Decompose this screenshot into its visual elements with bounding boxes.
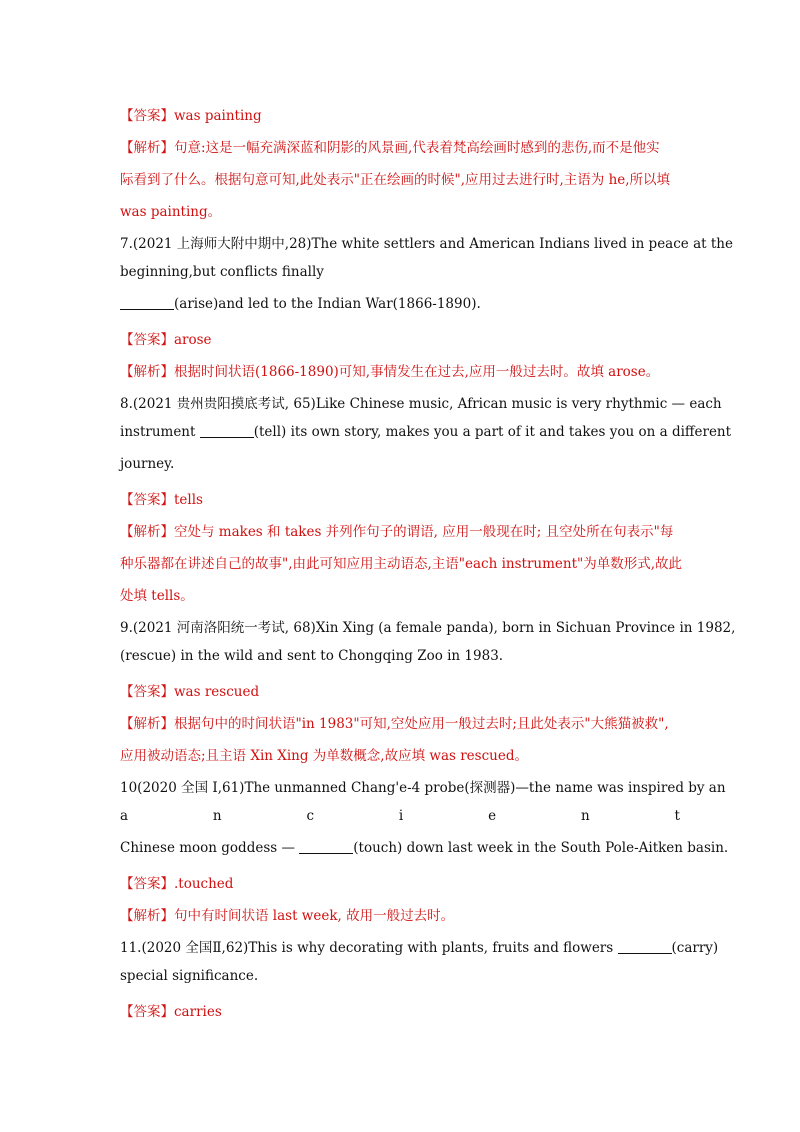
analysis-text: 句中有时间状语 last week, 故用一般过去时。	[174, 908, 455, 924]
q10-stem-line2-spread	[120, 808, 680, 824]
q10-answer	[120, 872, 233, 892]
q7-stem-line3	[120, 296, 481, 312]
answer-label: 【答案】	[120, 492, 174, 508]
q8-analysis-line1	[120, 520, 673, 540]
q11-answer	[120, 1000, 222, 1020]
q8-answer	[120, 488, 203, 508]
answer-blank[interactable]	[299, 841, 353, 854]
q7-stem-line1: 7.(2021 上海师大附中期中,28)The white settlers and American Indians lived in peace at the	[120, 236, 733, 252]
stem-text: (arise)and led to the Indian War(1866-1890).	[174, 296, 481, 312]
spread-letter: i	[398, 808, 404, 824]
analysis-text: 根据句中的时间状语"in 1983"可知,空处应用一般过去时;且此处表示"大熊猫被救",	[174, 716, 669, 732]
stem-text: (tell) its own story, makes you a part of it and takes you on a different	[253, 424, 732, 440]
q10-analysis	[120, 904, 454, 924]
spread-letter: t	[674, 808, 680, 824]
spread-letter: n	[580, 808, 590, 824]
answer-blank[interactable]	[618, 941, 672, 954]
q8-stem-line3: journey.	[120, 456, 175, 472]
analysis-label: 【解析】	[120, 908, 174, 924]
answer-blank[interactable]	[120, 297, 174, 310]
stem-text: 11.(2020 全国Ⅱ,62)This is why decorating with plants, fruits and flowers	[120, 940, 614, 956]
answer-label: 【答案】	[120, 108, 174, 124]
q8-analysis-line3: 处填 tells。	[120, 588, 194, 604]
q11-stem-line2: special significance.	[120, 968, 259, 984]
answer-label: 【答案】	[120, 332, 174, 348]
q11-stem-line1	[120, 936, 718, 956]
q8-stem-line2	[120, 424, 731, 440]
q9-analysis-line1	[120, 712, 669, 732]
answer-label: 【答案】	[120, 684, 174, 700]
q9-analysis-line2: 应用被动语态;且主语 Xin Xing 为单数概念,故应填 was rescued。	[120, 748, 528, 764]
stem-text: instrument	[120, 424, 196, 440]
q10-stem-line1: 10(2020 全国 I,61)The unmanned Chang'e-4 probe(探测器)—the name was inspired by an	[120, 780, 726, 796]
q9-stem-line2: (rescue) in the wild and sent to Chongqing Zoo in 1983.	[120, 648, 504, 664]
spread-letter: a	[120, 808, 129, 824]
answer-text: was rescued	[174, 684, 260, 700]
q6-analysis-line1	[120, 136, 680, 156]
answer-text: .touched	[174, 876, 234, 892]
answer-text: was painting	[174, 108, 262, 124]
q7-stem-line2: beginning,but conflicts finally	[120, 264, 324, 280]
q6-analysis-line3: was painting。	[120, 204, 222, 220]
q9-answer	[120, 680, 259, 700]
answer-text: tells	[174, 492, 203, 508]
analysis-text: 句意:这是一幅充满深蓝和阴影的风景画,代表着梵高绘画时感到的悲伤,而不是他实	[174, 140, 660, 156]
analysis-label: 【解析】	[120, 524, 174, 540]
spread-letter: c	[306, 808, 315, 824]
stem-text: (touch) down last week in the South Pole-Aitken basin.	[353, 840, 729, 856]
analysis-text: 根据时间状语(1866-1890)可知,事情发生在过去,应用一般过去时。故填 arose。	[174, 364, 660, 380]
q6-analysis-line2: 际看到了什么。根据句意可知,此处表示"正在绘画的时候",应用过去进行时,主语为 he,所以填	[120, 172, 671, 188]
q8-stem-line1: 8.(2021 贵州贵阳摸底考试, 65)Like Chinese music, African music is very rhythmic — each	[120, 396, 722, 412]
q7-answer	[120, 328, 212, 348]
q8-analysis-line2: 种乐器都在讲述自己的故事",由此可知应用主动语态,主语"each instrument"为单数形式,故此	[120, 556, 683, 572]
spread-letter: n	[212, 808, 222, 824]
analysis-label: 【解析】	[120, 140, 174, 156]
spread-letter: e	[488, 808, 497, 824]
answer-blank[interactable]	[200, 425, 254, 438]
q10-stem-line3	[120, 840, 728, 856]
analysis-label: 【解析】	[120, 364, 174, 380]
answer-text: carries	[174, 1004, 222, 1020]
q9-stem-line1: 9.(2021 河南洛阳统一考试, 68)Xin Xing (a female panda), born in Sichuan Province in 1982,	[120, 620, 736, 636]
answer-label: 【答案】	[120, 1004, 174, 1020]
q6-answer	[120, 104, 262, 124]
answer-label: 【答案】	[120, 876, 174, 892]
answer-text: arose	[174, 332, 212, 348]
stem-text: Chinese moon goddess —	[120, 840, 295, 856]
analysis-text: 空处与 makes 和 takes 并列作句子的谓语, 应用一般现在时; 且空处所在句表示"每	[174, 524, 674, 540]
q7-analysis	[120, 360, 659, 380]
stem-text: (carry)	[671, 940, 719, 956]
analysis-label: 【解析】	[120, 716, 174, 732]
